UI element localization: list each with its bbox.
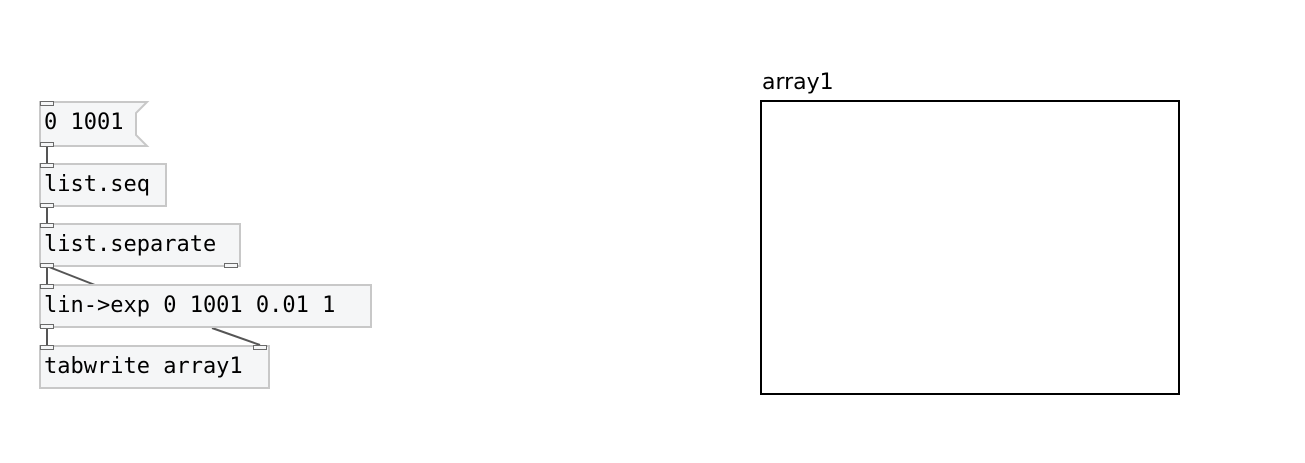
wire-list-separate-to-tabwrite-index-b	[212, 328, 260, 345]
lin-exp-inlet[interactable]	[40, 284, 54, 289]
lin-exp-outlet[interactable]	[40, 324, 54, 329]
object-tabwrite-label: tabwrite array1	[44, 354, 243, 379]
object-lin-exp-label: lin->exp 0 1001 0.01 1	[44, 293, 336, 318]
object-list-seq[interactable]	[39, 163, 167, 207]
wire-list-separate-to-tabwrite-index	[49, 267, 95, 285]
message-box-outlet[interactable]	[40, 142, 54, 147]
list-seq-inlet[interactable]	[40, 163, 54, 168]
array-graph[interactable]	[760, 100, 1180, 395]
object-list-seq-label: list.seq	[44, 172, 150, 197]
object-tabwrite[interactable]	[39, 345, 270, 389]
array-label: array1	[762, 70, 834, 95]
message-box-inlet[interactable]	[40, 101, 54, 106]
object-list-separate[interactable]	[39, 223, 241, 267]
list-separate-outlet-right[interactable]	[224, 263, 238, 268]
list-separate-outlet-left[interactable]	[40, 263, 54, 268]
object-lin-exp[interactable]	[39, 284, 372, 328]
list-separate-inlet[interactable]	[40, 223, 54, 228]
list-seq-outlet[interactable]	[40, 203, 54, 208]
tabwrite-inlet-right[interactable]	[253, 345, 267, 350]
message-box-label: 0 1001	[44, 110, 124, 135]
tabwrite-inlet-left[interactable]	[40, 345, 54, 350]
object-list-separate-label: list.separate	[44, 232, 217, 257]
